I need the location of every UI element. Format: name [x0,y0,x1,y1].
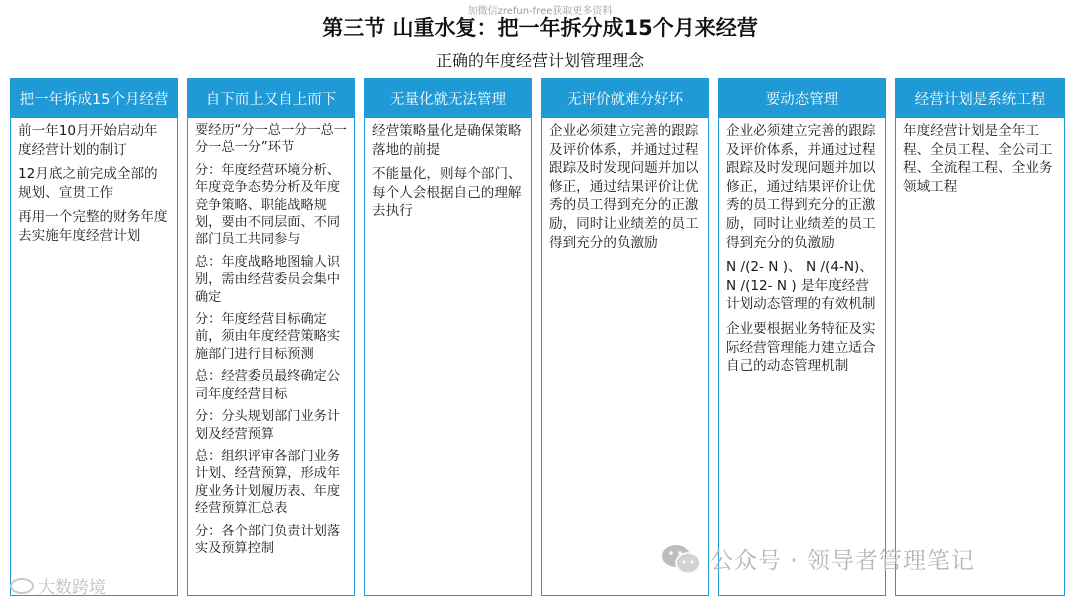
column-6-header: 经营计划是系统工程 [895,78,1065,118]
column-5-header: 要动态管理 [718,78,886,118]
page-subtitle: 正确的年度经营计划管理理念 [435,51,644,70]
page-title: 第三节 山重水复：把一年拆分成15个月来经营 [322,16,758,40]
column-1-header: 把一年拆成15个月经营 [10,78,178,118]
column-2 [187,78,355,596]
column-1-paragraph: 12月底之前完成全部的规划、宣贯工作 [18,166,158,201]
column-5 [718,78,886,596]
column-4-header: 无评价就难分好坏 [541,78,709,118]
column-6 [895,78,1065,596]
column-3-paragraph: 经营策略量化是确保策略落地的前提 [372,123,522,158]
column-2-header: 自下而上又自上而下 [187,78,355,118]
wechat-icon [660,543,702,575]
column-1-body [10,118,178,596]
column-2-paragraph: 总：经营委员最终确定公司年度经营目标 [195,369,341,402]
column-5-paragraph: N /(2- N )、 N /(4-N)、N /(12- N ) 是年度经营计划动态管理的有效机制 [726,259,876,313]
watermark-logo-icon [10,578,34,594]
column-1-paragraph: 前一年10月开始启动年度经营计划的制订 [18,123,158,158]
column-2-paragraph: 分：年度经营目标确定前，须由年度经营策略实施部门进行目标预测 [195,312,341,362]
column-6-body [895,118,1065,596]
column-2-body [187,118,355,596]
column-4-paragraph: 企业必须建立完善的跟踪及评价体系，并通过过程跟踪及时发现问题并加以修正，通过结果评价让优秀的员工得到充分的正激励，同时让业绩差的员工得到充分的负激励 [549,123,699,251]
column-2-paragraph: 总：组织评审各部门业务计划、经营预算，形成年度业务计划履历表、年度经营预算汇总表 [195,448,341,517]
bottom-right-watermark [660,542,975,575]
column-5-body [718,118,886,596]
watermark-text: 大数跨境 [38,578,106,598]
column-2-paragraph: 分：年度经营环境分析、年度竞争态势分析及年度竞争策略、职能战略规划，要由不同层面、不同部门员工共同参与 [195,162,341,248]
column-4 [541,78,709,596]
column-2-paragraph: 分：各个部门负责计划落实及预算控制 [195,523,341,556]
column-1 [10,78,178,596]
column-2-paragraph: 总：年度战略地图输人识别，需由经营委员会集中确定 [195,254,341,305]
column-5-paragraph: 企业必须建立完善的跟踪及评价体系，并通过过程跟踪及时发现问题并加以修正，通过结果评价让优秀的员工得到充分的正激励，同时让业绩差的员工得到充分的负激励 [726,123,876,251]
watermark-text: 公众号 · 领导者管理笔记 [710,548,975,574]
column-3-header: 无量化就无法管理 [364,78,532,118]
column-3 [364,78,532,596]
column-3-body [364,118,532,596]
column-3-paragraph: 不能量化，则每个部门、每个人会根据自己的理解去执行 [372,166,522,220]
column-1-paragraph: 再用一个完整的财务年度去实施年度经营计划 [18,209,168,244]
column-4-body [541,118,709,596]
bottom-left-watermark [10,573,106,598]
column-5-paragraph: 企业要根据业务特征及实际经营管理能力建立适合自己的动态管理机制 [726,320,876,375]
column-6-paragraph: 年度经营计划是全年工程、全员工程、全公司工程、全流程工程、全业务领域工程 [903,123,1053,195]
column-2-paragraph: 要经历“分一总一分一总一分一总一分”环节 [195,123,347,156]
top-watermark: 加微信zrefun-free获取更多资料 [467,6,613,17]
column-2-paragraph: 分：分头规划部门业务计划及经营预算 [195,409,341,442]
